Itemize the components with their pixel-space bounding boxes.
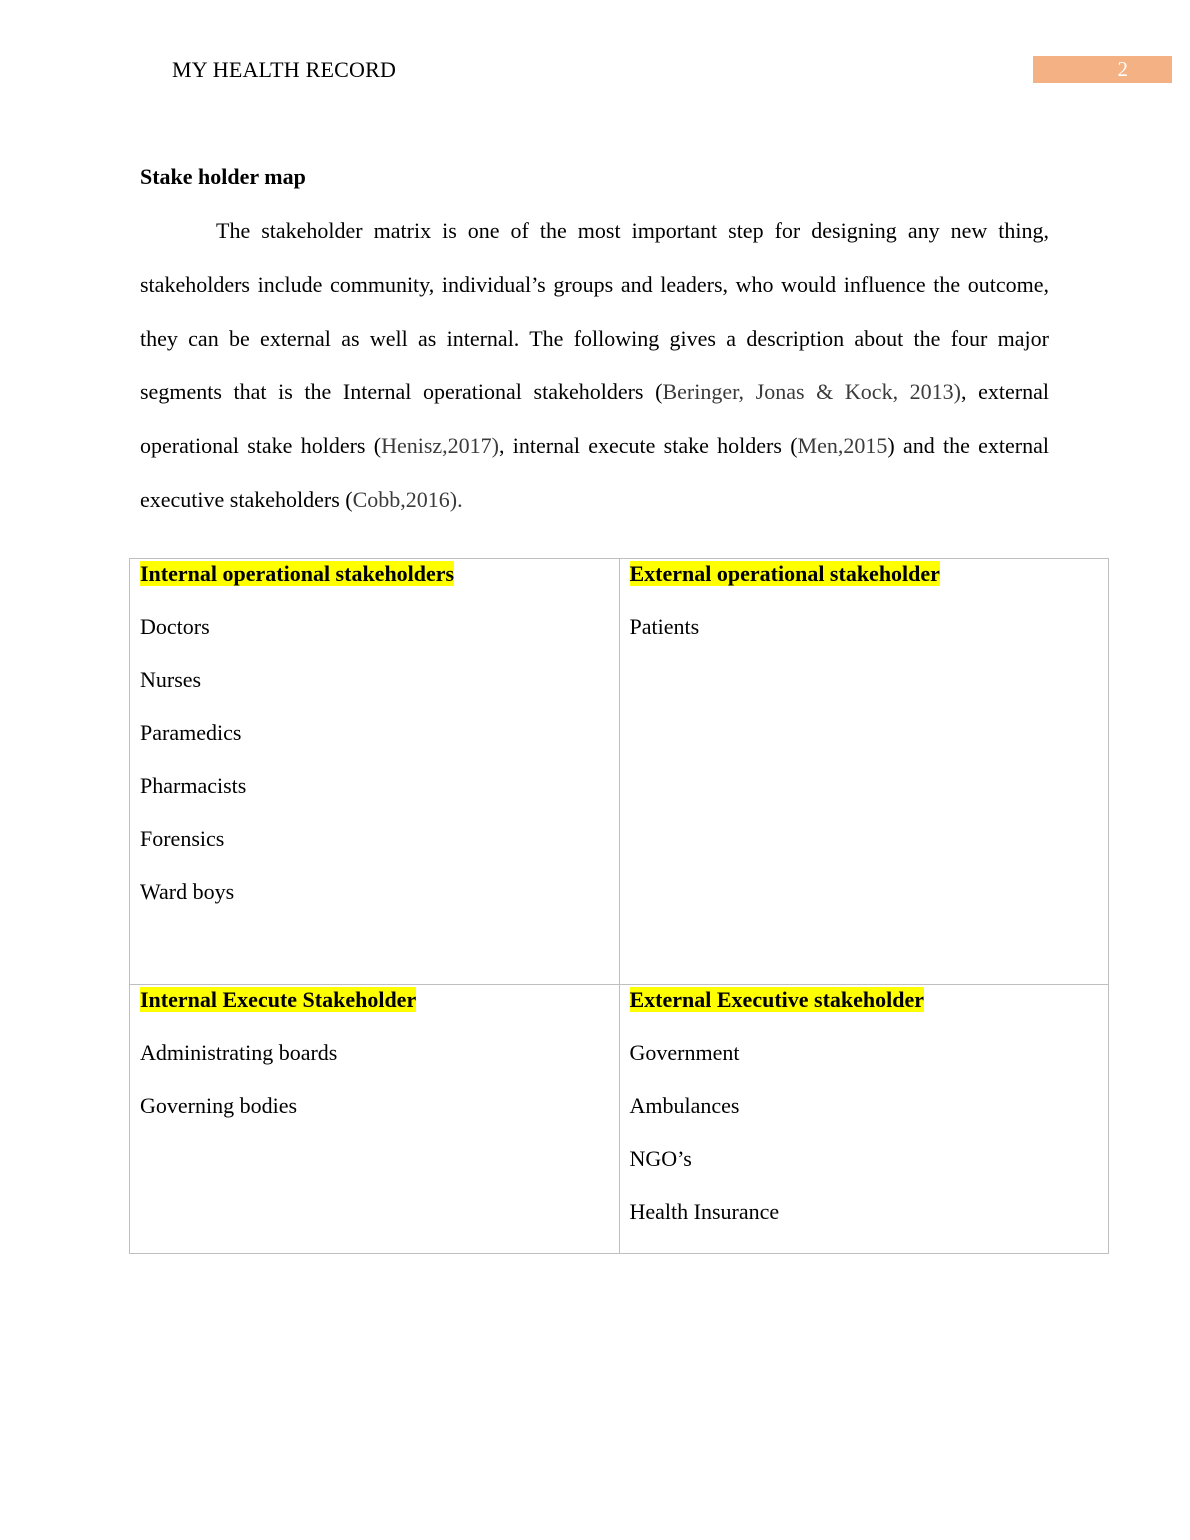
list-item: Government [629,1040,740,1065]
body-paragraph [140,204,1049,527]
quadrant-title-highlight: External Executive stakeholder [629,987,925,1012]
quadrant-title [630,561,1099,587]
citation-henisz: Henisz,2017) [381,433,499,459]
page-number: 2 [1117,57,1128,81]
stakeholder-list [140,1040,609,1119]
stakeholder-list [630,614,1099,640]
citation-beringer: Beringer, Jonas & Kock, 2013) [662,379,962,405]
matrix-row-operational [130,559,1109,985]
stakeholder-list [140,614,609,905]
list-item: Ward boys [140,879,235,904]
list-item: Health Insurance [629,1199,780,1224]
list-item: NGO’s [629,1146,692,1171]
quadrant-title-highlight: External operational stakeholder [629,561,940,586]
quadrant-internal-execute [130,985,620,1254]
list-item: Ambulances [629,1093,740,1118]
paragraph-text-1: The stakeholder matrix is one of the most important step for designing any new thing, stakeholders include community, individual’s groups and leaders, who would influence the outcome, they can be external as well as internal. The following gives a description about the four major segments that is the Internal operational stakeholders ( [140,218,1049,405]
list-item: Administrating boards [140,1040,338,1065]
quadrant-title-highlight: Internal Execute Stakeholder [140,987,417,1012]
citation-cobb: Cobb,2016). [352,486,463,512]
matrix-row-executive [130,985,1109,1254]
list-item: Doctors [140,614,210,639]
paragraph-text-3: , internal execute stake holders ( [499,433,798,459]
list-item: Pharmacists [140,773,247,798]
citation-men: Men,2015 [797,433,888,459]
list-item: Governing bodies [140,1093,298,1118]
section-heading: Stake holder map [140,164,306,189]
quadrant-external-operational [619,559,1109,985]
running-header-title: MY HEALTH RECORD [172,57,397,82]
stakeholder-matrix-table [129,558,1109,1254]
list-item: Forensics [140,826,225,851]
stakeholder-list [630,1040,1099,1225]
list-item: Nurses [140,667,202,692]
quadrant-internal-operational [130,559,620,985]
list-item: Paramedics [140,720,242,745]
quadrant-external-executive [619,985,1109,1254]
quadrant-title [630,987,1099,1013]
quadrant-title [140,987,609,1013]
paragraph-text-4: ) and the external executive stakeholders ( [140,433,1049,512]
quadrant-title-highlight: Internal operational stakeholders [140,561,455,586]
list-item: Patients [629,614,700,639]
quadrant-title [140,561,609,587]
paragraph-text-2: , external operational stake holders ( [140,379,1049,459]
page-number-box [1033,56,1172,83]
